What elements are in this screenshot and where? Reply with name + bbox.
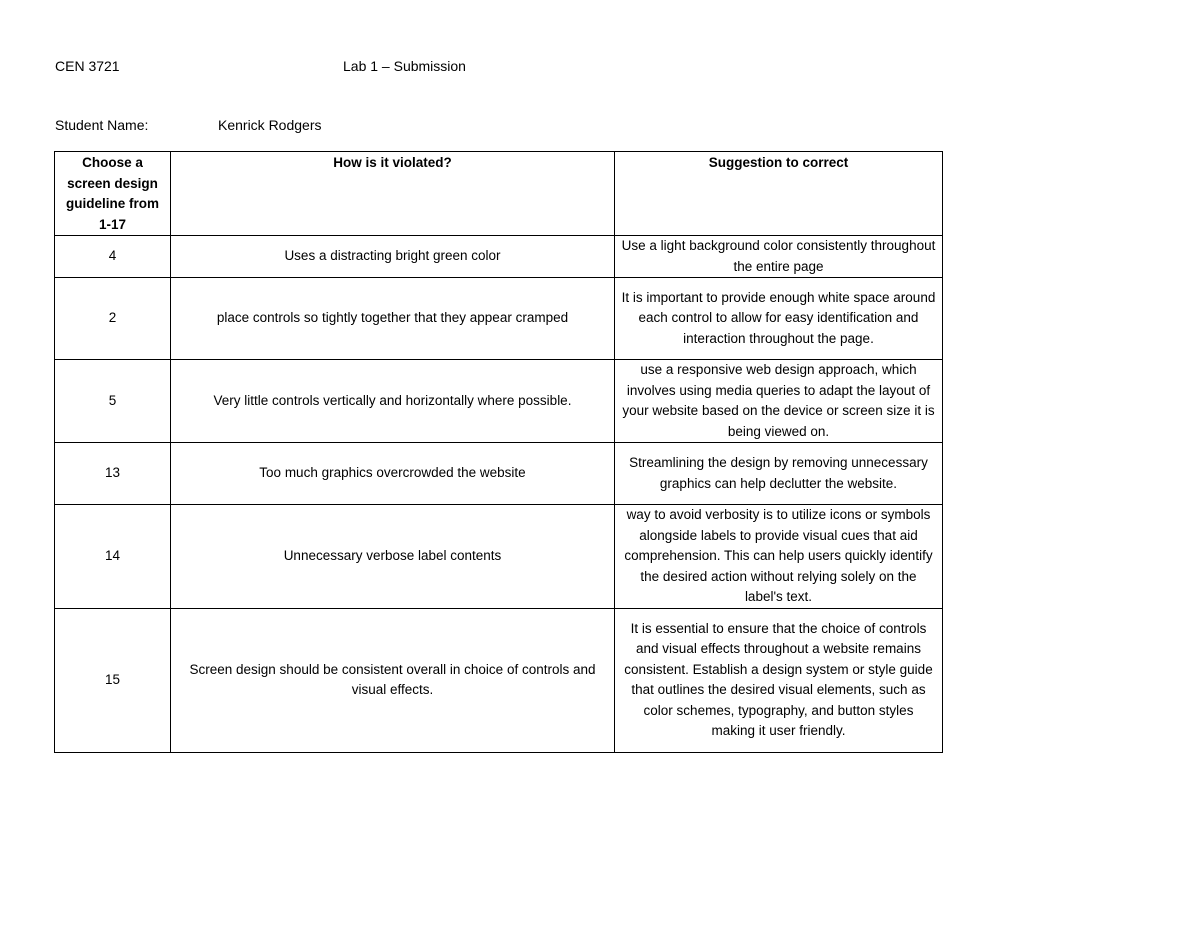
student-name-value: Kenrick Rodgers (218, 117, 322, 133)
table-row (55, 278, 943, 360)
guideline-number: 2 (55, 278, 171, 360)
suggestion-cell: way to avoid verbosity is to utilize icons or symbols alongside labels to provide visual cues that aid comprehension. This can help users quickly identify the desired action without relying solely on the label's text. (615, 505, 943, 609)
violation-cell: Unnecessary verbose label contents (171, 505, 615, 609)
violation-cell: Uses a distracting bright green color (171, 236, 615, 278)
column-header-violation: How is it violated? (171, 152, 615, 236)
table-row (55, 360, 943, 443)
column-header-guideline: Choose a screen design guideline from 1-17 (55, 152, 171, 236)
violation-cell: Very little controls vertically and horizontally where possible. (171, 360, 615, 443)
suggestion-cell: It is essential to ensure that the choice of controls and visual effects throughout a website remains consistent. Establish a design system or style guide that outlines the desired visual elements, such as color schemes, typography, and button styles making it user friendly. (615, 608, 943, 752)
student-name-label: Student Name: (55, 117, 149, 133)
column-header-suggestion: Suggestion to correct (615, 152, 943, 236)
suggestion-cell: use a responsive web design approach, which involves using media queries to adapt the layout of your website based on the device or screen size it is being viewed on. (615, 360, 943, 443)
suggestion-cell: It is important to provide enough white space around each control to allow for easy identification and interaction throughout the page. (615, 278, 943, 360)
suggestion-cell: Use a light background color consistently throughout the entire page (615, 236, 943, 278)
guideline-number: 4 (55, 236, 171, 278)
table-row (55, 236, 943, 278)
violation-cell: Screen design should be consistent overall in choice of controls and visual effects. (171, 608, 615, 752)
guideline-number: 13 (55, 443, 171, 505)
course-code: CEN 3721 (55, 58, 120, 74)
guideline-number: 14 (55, 505, 171, 609)
guideline-number: 15 (55, 608, 171, 752)
table-row (55, 608, 943, 752)
table-header-row (55, 152, 943, 236)
violation-cell: place controls so tightly together that they appear cramped (171, 278, 615, 360)
suggestion-cell: Streamlining the design by removing unnecessary graphics can help declutter the website. (615, 443, 943, 505)
violation-cell: Too much graphics overcrowded the website (171, 443, 615, 505)
table-row (55, 443, 943, 505)
table-row (55, 505, 943, 609)
guideline-number: 5 (55, 360, 171, 443)
guidelines-table (54, 151, 943, 753)
lab-title: Lab 1 – Submission (343, 58, 466, 74)
